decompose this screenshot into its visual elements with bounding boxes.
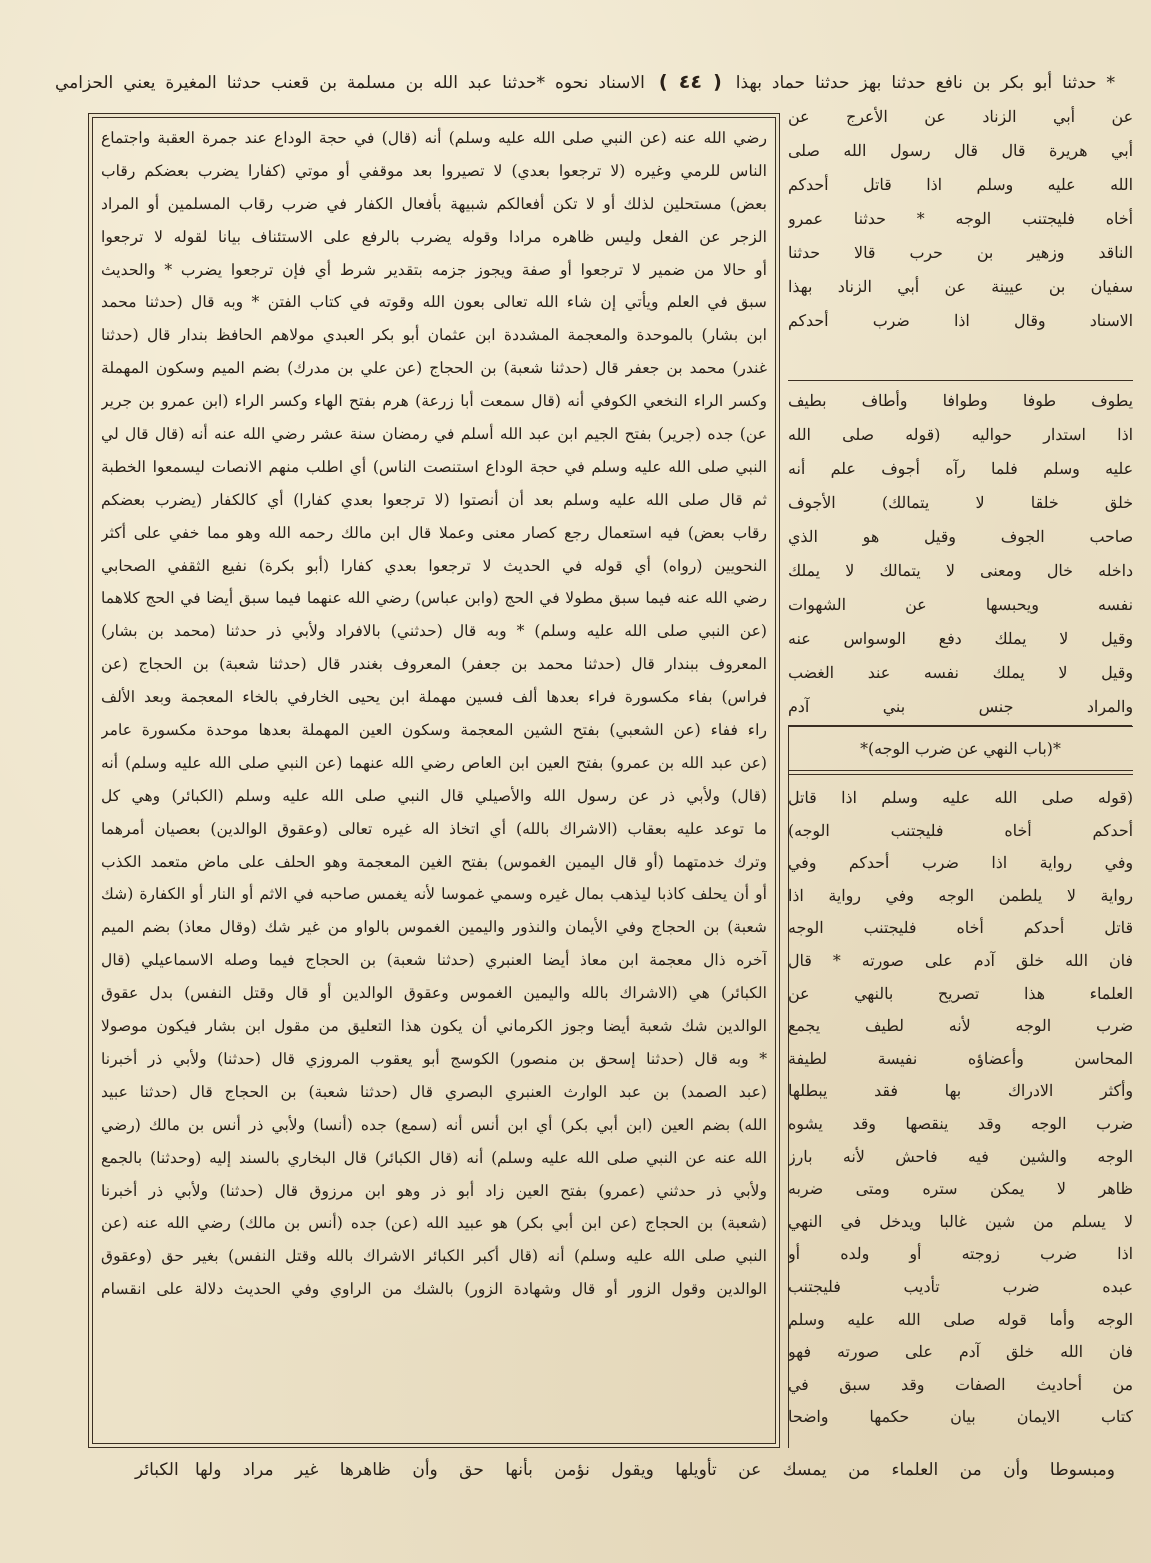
commentary-line: * وبه قال (حدثنا إسحق بن منصور) الكوسج أبو يعقوب المروزي قال (حدثنا) ولأبي ذر أخبرنا [101, 1049, 767, 1068]
commentary-line: الناس للرمي وغيره (لا ترجعوا بعدي) لا تصيروا بعد موقفي أو موتي (كفارا يضرب بعضكم رقاب [101, 161, 767, 180]
chapter-heading-block [788, 732, 1133, 768]
commentary-line: ولأبي ذر حدثني (عمرو) بفتح العين زاد أبو ذر وهو ابن مرزوق قال (حدثنا) ولأبي ذر أخبرنا [101, 1181, 767, 1200]
commentary-line: (قال) ولأبي ذر عن رسول الله والأصيلي قال النبي صلى الله عليه وسلم (الكبائر) وهي كل [101, 786, 767, 805]
commentary-line: سبق في العلم ويأتي إن شاء الله تعالى بعون الله وقوته في كتاب الفتن * وبه قال (حدثنا محمد [101, 293, 767, 312]
commentary-line: النحويين (رواه) أي قوله في الحديث لا ترجعوا بعدي كفارا (أبو بكرة) نفيع الثقفي الصحابي [101, 556, 767, 575]
chapter-commentary-line: فان الله خلق آدم على صورته فهو [788, 1342, 1133, 1362]
commentary-line: المعروف ببندار قال (حدثنا محمد بن جعفر) المعروف بغندر قال (حدثنا شعبة) بن الحجاج (عن [101, 655, 767, 674]
chapter-heading: *(باب النهي عن ضرب الوجه)* [860, 739, 1061, 758]
chapter-commentary-line: المحاسن وأعضاؤه نفيسة لطيفة [788, 1048, 1133, 1068]
hadith-line: عن أبي الزناد عن الأعرج عن [788, 107, 1133, 126]
footer-text: ومبسوطا وأن من العلماء من يمسك عن تأويلها ويقول نؤمن بأنها حق وأن ظاهرها غير مراد ولها [195, 1460, 1115, 1480]
commentary-line: ابن بشار) بالموحدة والمعجمة المشددة ابن عثمان أبو بكر العبدي مولاهم الحافظ بندار قال (حدثنا [101, 326, 767, 345]
chapter-commentary-line: الوجه وأما قوله صلى الله عليه وسلم [788, 1309, 1133, 1329]
commentary-line: رضي الله عنه فيما سبق مطولا في الحج (وابن عباس) رضي الله عنهما فيما سبق أيضا في الحج كلاهما [101, 589, 767, 608]
commentary-line: بعض) مستحلين لذلك أو لا تكن أفعالكم شبيهة بأفعال الكفار في ضرب رقاب المسلمين أو المراد [101, 194, 767, 213]
hadith-line: الناقد وزهير بن حرب قالا حدثنا [788, 243, 1133, 262]
side-commentary-line: والمراد جنس بني آدم [788, 697, 1133, 716]
commentary-line: أو حالا من ضمير لا ترجعوا أو صفة ويجوز جزمه بتقدير شرط أي فإن ترجعوا يضرب * والحديث [101, 260, 767, 279]
hadith-line: سفيان بن عيينة عن أبي الزناد بهذا [788, 277, 1133, 296]
chapter-commentary-line: وفي رواية اذا ضرب أحدكم وفي [788, 853, 1133, 873]
commentary-line: النبي صلى الله عليه وسلم) أنه (قال أكبر الكبائر الاشراك بالله وقتل النفس) بغير حق (وعقوق [101, 1247, 767, 1266]
side-divider [788, 726, 1133, 727]
chapter-commentary-line: قاتل أحدكم أخاه فليجتنب الوجه [788, 918, 1133, 938]
side-commentary-line: صاحب الجوف وقيل هو الذي [788, 527, 1133, 546]
side-divider [788, 770, 1133, 775]
header-left-text: الاسناد نحوه *حدثنا عبد الله بن مسلمة بن قعنب حدثنا المغيرة يعني الحزامي [55, 73, 645, 93]
commentary-line: رضي الله عنه (عن النبي صلى الله عليه وسلم) أنه (قال) في حجة الوداع عند جمرة العقبة واجتماع [101, 129, 767, 147]
commentary-line: فراس) بفاء مكسورة فراء بعدها ألف فسين مهملة ابن يحيى الخارفي بالخاء المعجمة وبعد الألف [101, 688, 767, 707]
chapter-commentary-line: عبده ضرب تأديب فليجتنب [788, 1276, 1133, 1296]
side-commentary-line: داخله خال ومعنى لا يتمالك لا يملك [788, 561, 1133, 580]
side-commentary-line: اذا استدار حواليه (قوله صلى الله [788, 425, 1133, 444]
page-number: ( ٤٤ ) [658, 71, 722, 93]
chapter-commentary-line: اذا ضرب زوجته أو ولده أو [788, 1244, 1133, 1264]
commentary-line: (شعبة) بن الحجاج (عن ابن أبي بكر) هو عبيد الله (عن) جده (أنس بن مالك) رضي الله عنه (عن [101, 1214, 767, 1233]
commentary-line: راء ففاء (عن الشعبي) بفتح الشين المعجمة وسكون العين المهملة بعدها موحدة مكسورة عامر [101, 721, 767, 740]
chapter-commentary-line: أحدكم أخاه فليجتنب الوجه) [788, 820, 1133, 840]
side-commentary-line: خلق خلقا لا يتمالك) الأجوف [788, 493, 1133, 512]
chapter-commentary-line: رواية لا يلطمن الوجه وفي رواية اذا [788, 885, 1133, 905]
commentary-frame [88, 113, 780, 1448]
commentary-line: ثم قال صلى الله عليه وسلم بعد أن أنصتوا (لا ترجعوا بعدي كفارا) أي كالكفار (يضرب بعضكم [101, 490, 767, 509]
commentary-line: ما توعد عليه بعقاب (الاشراك بالله) أي اتخاذ اله غيره تعالى (وعقوق الوالدين) بعصيان أمرهما [101, 819, 767, 838]
commentary-line: وكسر الراء النخعي الكوفي أنه (قال سمعت أبا زرعة) هرم بفتح الهاء وكسر الراء (ابن عمرو بن جرير [101, 392, 767, 411]
page-footer [55, 1452, 1115, 1488]
hadith-text-block [788, 100, 1133, 378]
catchword: الكبائر [135, 1460, 179, 1480]
chapter-commentary-line: ظاهر لا يمكن ستره ومتى ضربه [788, 1179, 1133, 1199]
commentary-text [101, 122, 767, 1441]
commentary-line: الله) بضم العين (ابن أبي بكر) أي ابن أنس أنه (سمع) جده (أنسا) ولأبي ذر أنس بن مالك (رضي [101, 1115, 767, 1134]
header-right-text: * حدثنا أبو بكر بن نافع حدثنا بهز حدثنا حماد بهذا [735, 73, 1115, 93]
hadith-line: الاسناد وقال اذا ضرب أحدكم [788, 311, 1133, 330]
commentary-line: آخره ذال معجمة ابن معاذ أيضا العنبري (حدثنا شعبة) بن الحجاج فيما وصله الاسماعيلي (قال [101, 951, 767, 970]
chapter-commentary-line: من أحاديث الصفات وقد سبق في [788, 1374, 1133, 1394]
commentary-line: وترك خدمتهما (أو قال اليمين الغموس) بفتح الغين المعجمة وهو الحلف على ماض متعمد الكذب [101, 852, 767, 871]
chapter-commentary-line: ضرب الوجه لأنه لطيف يجمع [788, 1016, 1133, 1036]
side-commentary-line: وقيل لا يملك نفسه عند الغضب [788, 663, 1133, 682]
commentary-line: الزجر عن الفعل وليس ظاهره مرادا وقوله يضرب بالرفع على الاستئناف بيانا لقوله لا ترجعوا [101, 227, 767, 246]
commentary-line: الكبائر) هي (الاشراك بالله واليمين الغموس وعقوق الوالدين أو قال وقتل النفس) بدل عقوق [101, 984, 767, 1003]
side-commentary-line: عليه وسلم فلما رآه أجوف علم أنه [788, 459, 1133, 478]
commentary-line: رقاب بعض) فيه استعمال رجع كصار معنى وعملا قال ابن مالك رحمه الله وهو مما خفي على أكثر [101, 523, 767, 542]
commentary-line: الله عنه عن النبي صلى الله عليه وسلم) أنه (قال الكبائر) قال البخاري بالسند إليه (وحدثنا) بالجمع [101, 1148, 767, 1167]
hadith-line: الله عليه وسلم اذا قاتل أحدكم [788, 175, 1133, 194]
commentary-line: (عن النبي صلى الله عليه وسلم) * وبه قال (حدثني) بالافراد ولأبي ذر حدثنا (محمد بن بشار) [101, 622, 767, 641]
commentary-line: النبي صلى الله عليه وسلم في حجة الوداع استنصت الناس) أي اطلب منهم الانصات ليسمعوا الخطبة [101, 457, 767, 476]
side-commentary-line: نفسه ويحبسها عن الشهوات [788, 595, 1133, 614]
chapter-commentary-line: العلماء هذا تصريح بالنهي عن [788, 983, 1133, 1003]
chapter-commentary-line: لا يسلم من شين غالبا ويدخل في النهي [788, 1211, 1133, 1231]
chapter-commentary-line: الوجه والشين فيه فاحش لأنه بارز [788, 1146, 1133, 1166]
chapter-commentary-line: وأكثر الادراك بها فقد يبطلها [788, 1081, 1133, 1101]
page-header [55, 64, 1115, 100]
commentary-line: عن) جده (جرير) بفتح الجيم ابن عبد الله أسلم في رمضان سنة عشر رضي الله عنه أنه (قال قال لي [101, 425, 767, 444]
chapter-commentary-block [788, 782, 1133, 1446]
side-commentary-line: يطوف طوفا وطوافا وأطاف بطيف [788, 391, 1133, 410]
commentary-line: الوالدين شك شعبة أيضا وجوز الكرماني أن يكون هذا التعليق من مقول ابن بشار فيكون موصولا [101, 1017, 767, 1036]
side-divider [788, 380, 1133, 381]
side-commentary-line: وقيل لا يملك دفع الوسواس عنه [788, 629, 1133, 648]
hadith-line: أخاه فليجتنب الوجه * حدثنا عمرو [788, 209, 1133, 228]
side-commentary-block [788, 384, 1133, 722]
commentary-line: شعبة) بن الحجاج وفي الأيمان والنذور واليمين الغموس بالواو من غير شك (وقال معاذ) بضم الميم [101, 918, 767, 937]
chapter-commentary-line: ضرب الوجه وقد ينقصها وقد يشوه [788, 1113, 1133, 1133]
hadith-line: أبي هريرة قال قال رسول الله صلى [788, 141, 1133, 160]
commentary-line: أو أن يحلف كاذبا ليذهب بمال غيره وسمي غموسا لأنه يغمس صاحبه في الاثم أو النار أو الكفارة (شك [101, 885, 767, 904]
commentary-line: (عن عبد الله بن عمرو) بفتح العين ابن العاص رضي الله عنهما (عن النبي صلى الله عليه وسلم) أنه [101, 753, 767, 772]
commentary-line: الوالدين وقول الزور أو قال وشهادة الزور) بالشك من الراوي وفي الحديث دلالة على انقسام [101, 1280, 767, 1299]
chapter-commentary-line: كتاب الايمان بيان حكمها واضحا [788, 1407, 1133, 1427]
chapter-commentary-line: (قوله صلى الله عليه وسلم اذا قاتل [788, 788, 1133, 807]
side-column [788, 100, 1133, 1446]
commentary-line: غندر) محمد بن جعفر قال (حدثنا شعبة) بن الحجاج (عن علي بن مدرك) بضم الميم وسكون المهملة [101, 359, 767, 378]
chapter-commentary-line: فان الله خلق آدم على صورته * قال [788, 950, 1133, 970]
commentary-line: (عبد الصمد) بن عبد الوارث العنبري البصري قال (حدثنا شعبة) بن الحجاج قال (حدثنا عبيد [101, 1082, 767, 1101]
